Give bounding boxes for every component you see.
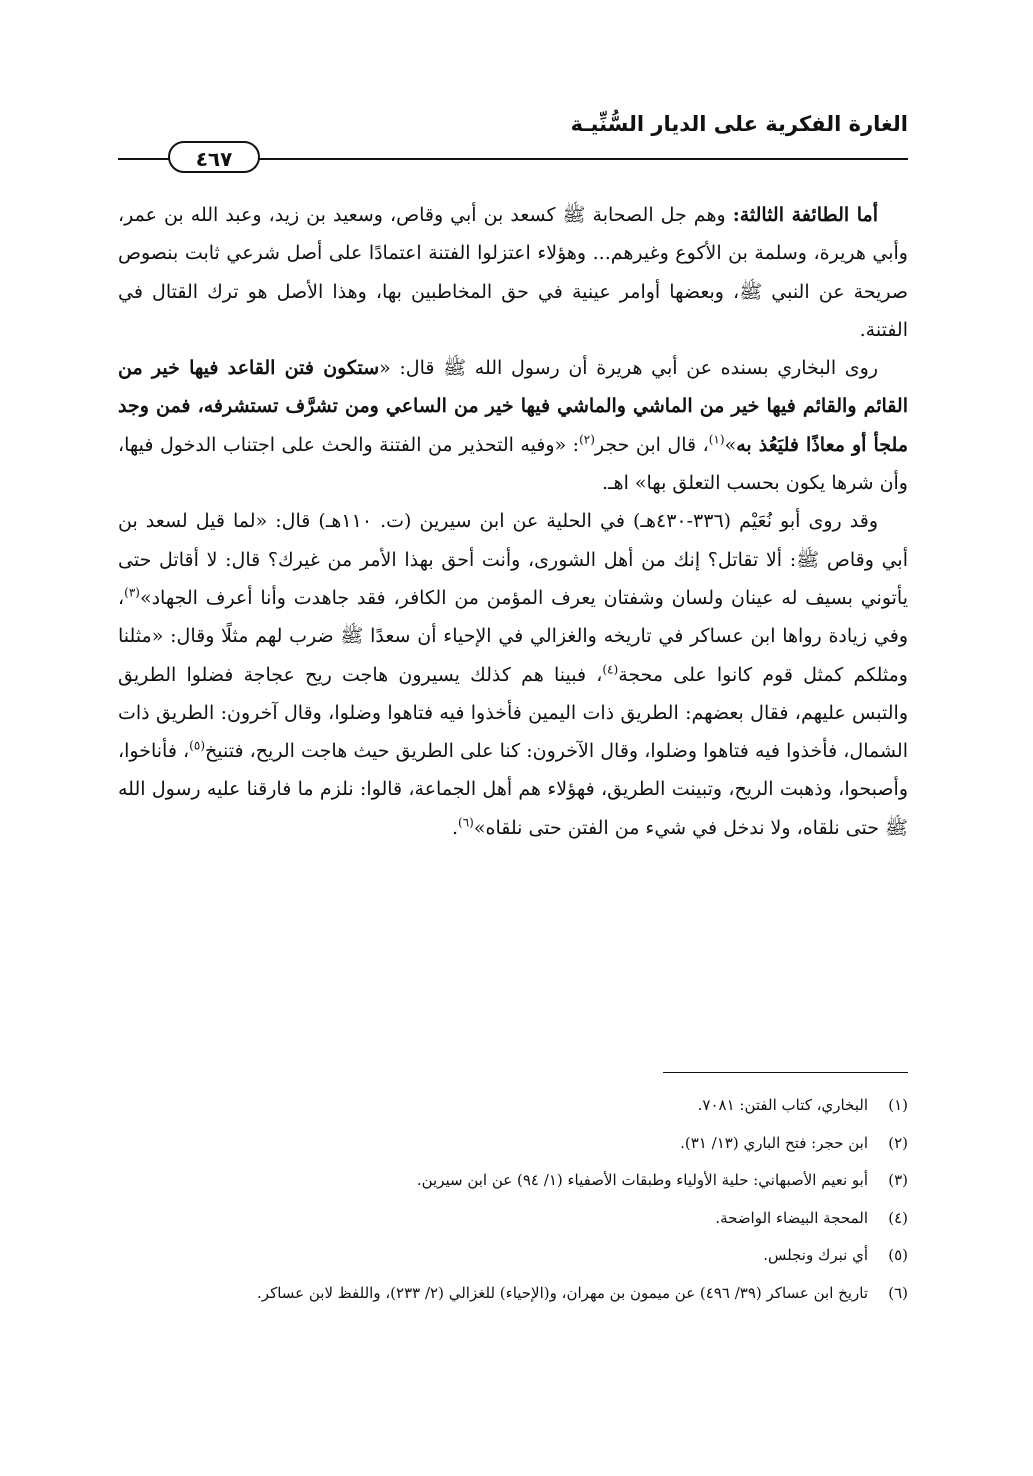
- footnote-3: [118, 1167, 908, 1205]
- footnote-number: (٦): [888, 1283, 908, 1302]
- paragraph-1: [118, 196, 908, 349]
- page-header: [118, 104, 908, 171]
- footnote-5: [118, 1242, 908, 1280]
- quote-close: »: [724, 433, 737, 456]
- paragraph-3-part-4: ، فأناخوا، وأصبحوا، وذهبت الريح، وتبينت الطريق، فهؤلاء هم أهل الجماعة، قالوا: نلزم ما فارقنا عليه رسول الله ﷺ حتى نلقاه، ولا ندخل في شيء من الفتن حتى نلقاه»: [118, 740, 908, 839]
- footnote-text: البخاري، كتاب الفتن: ٧٠٨١.: [697, 1096, 868, 1114]
- paragraph-1-text: وهم جل الصحابة ﷺ كسعد بن أبي وقاص، وسعيد بن زيد، وعبد الله بن عمر، وأبي هريرة، وسلمة بن الأكوع وغيرهم... وهؤلاء اعتزلوا الفتنة اعتمادًا على أصل شرعي ثابت بنصوص صريحة عن النبي ﷺ، وبعضها أوامر عينية في حق المخاطبين بها، وهذا الأصل هو ترك القتال في الفتنة.: [118, 204, 908, 341]
- footnote-number: (١): [888, 1096, 908, 1114]
- footnote-4: [118, 1205, 908, 1243]
- paragraph-3: [118, 502, 908, 847]
- paragraph-3-part-5: .: [451, 816, 459, 839]
- footnote-number: (٣): [888, 1171, 908, 1189]
- running-title: الغارة الفكرية على الديار السُّنِّيـة: [570, 112, 908, 136]
- footnote-number: (٥): [888, 1246, 908, 1264]
- paragraph-3-part-2: ، وفي زيادة رواها ابن عساكر في تاريخه والغزالي في الإحياء أن سعدًا ﷺ ضرب لهم مثلًا وقال: «مثلنا ومثلكم كمثل قوم كانوا على محجة: [118, 586, 908, 686]
- paragraph-2-end: : «وفيه التحذير من الفتنة والحث على اجتناب الدخول فيها، وأن شرها يكون بحسب التعلق بها» اهـ.: [118, 433, 908, 495]
- footnote-ref-6: (٦): [458, 815, 474, 830]
- paragraph-3-part-3: ، فبينا هم كذلك يسيرون هاجت ريح عجاجة فضلوا الطريق والتبس عليهم، فقال بعضهم: الطريق ذات اليمين فأخذوا فيه فتاهوا وضلوا، وقال آخرون: الطريق ذات الشمال، فأخذوا فيه فتاهوا وضلوا، وقال الآخرون: كنا على الطريق حيث هاجت الريح، فتنيخ: [118, 663, 908, 763]
- footnote-ref-2: (٢): [579, 432, 595, 447]
- footnote-2: [118, 1130, 908, 1168]
- paragraph-2-mid: ، قال ابن حجر: [594, 433, 709, 456]
- footnote-text: أبو نعيم الأصبهاني: حلية الأولياء وطبقات الأصفياء (١/ ٩٤) عن ابن سيرين.: [416, 1171, 868, 1189]
- footnote-ref-4: (٤): [602, 662, 619, 677]
- footnote-1: [118, 1092, 908, 1130]
- footnote-text: ابن حجر: فتح الباري (١٣/ ٣١).: [680, 1133, 868, 1152]
- footnote-number: (٢): [888, 1133, 908, 1152]
- paragraph-2: [118, 349, 908, 502]
- paragraph-3-part-1: وقد روى أبو نُعَيْم (٣٣٦-٤٣٠هـ) في الحلية عن ابن سيرين (ت. ١١٠هـ) قال: «لما قيل لسعد بن أبي وقاص ﷺ: ألا تقاتل؟ إنك من أهل الشورى، وأنت أحق بهذا الأمر من غيرك؟ قال: لا أقاتل حتى يأتوني بسيف له عينان ولسان وشفتان يعرف المؤمن من الكافر، فقد جاهدت وأنا أعرف الجهاد»: [118, 510, 908, 609]
- footnote-6: [118, 1280, 908, 1318]
- footnote-text: تاريخ ابن عساكر (٣٩/ ٤٩٦) عن ميمون بن مهران، و(الإحياء) للغزالي (٢/ ٢٣٣)، واللفظ لابن عساكر.: [257, 1283, 868, 1302]
- footnotes: [118, 1092, 908, 1317]
- paragraph-2-intro: روى البخاري بسنده عن أبي هريرة أن رسول الله ﷺ قال: «: [379, 357, 878, 380]
- footnote-ref-5: (٥): [189, 738, 205, 753]
- footnote-number: (٤): [888, 1208, 908, 1227]
- footnote-ref-3: (٣): [124, 585, 140, 600]
- footnote-text: المحجة البيضاء الواضحة.: [715, 1208, 868, 1227]
- footnote-separator: [663, 1072, 908, 1073]
- main-text: [118, 196, 908, 847]
- page-number: ٤٦٧: [168, 141, 260, 173]
- footnote-text: أي نبرك ونجلس.: [763, 1246, 868, 1264]
- hadith-quote: ستكون فتن القاعد فيها خير من القائم والقائم فيها خير من الماشي والماشي فيها خير من الساعي ومن تشرَّف تستشرفه، فمن وجد ملجأ أو معاذًا فليَعُذ به: [118, 357, 909, 456]
- section-lead: أما الطائفة الثالثة:: [732, 204, 878, 226]
- footnote-ref-1: (١): [708, 432, 725, 447]
